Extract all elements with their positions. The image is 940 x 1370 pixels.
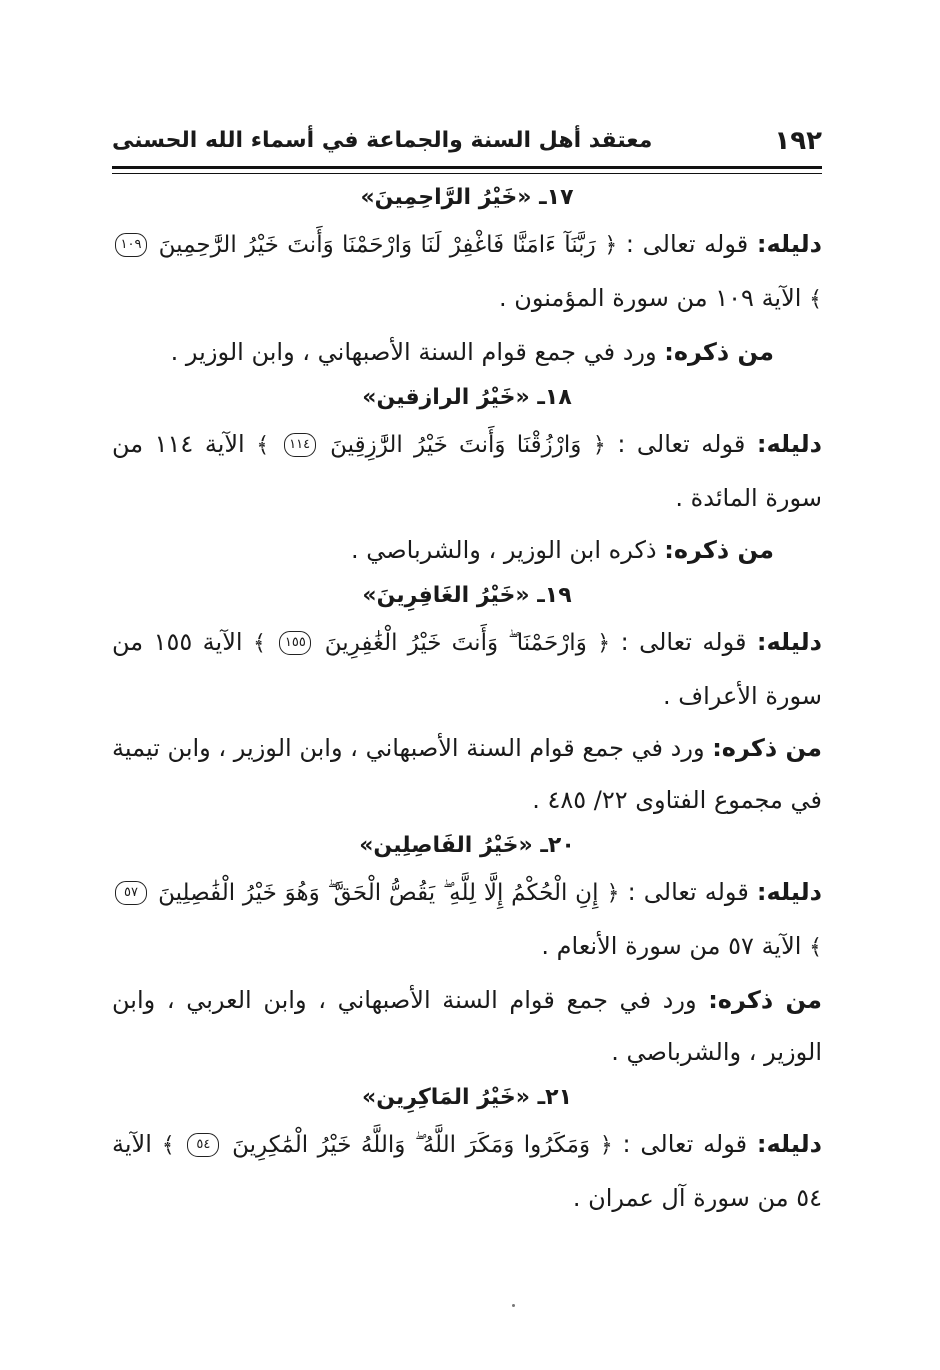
- close-ornament: ﴾: [809, 935, 822, 960]
- mentioned-paragraph: [112, 974, 822, 1078]
- mentioned-paragraph: [112, 524, 822, 576]
- mentioned-label: من ذكره:: [664, 338, 774, 366]
- close-ornament: ﴾: [256, 433, 270, 458]
- evidence-label: دليله:: [756, 878, 822, 906]
- section-title: ١٩ـ «خَيْرُ الغَافِرِينَ»: [362, 583, 572, 608]
- verse-reference: الآية ١٥٥ من سورة الأعراف .: [112, 628, 822, 710]
- ayah-number-marker: ٥٤: [187, 1133, 219, 1157]
- ayah-number-marker: ٥٧: [115, 881, 147, 905]
- mentioned-text: ورد في جمع قوام السنة الأصبهاني ، وابن الوزير .: [170, 338, 657, 366]
- close-ornament: ﴾: [253, 631, 266, 656]
- mentioned-text: ورد في جمع قوام السنة الأصبهاني ، وابن العربي ، وابن الوزير ، والشرباصي .: [112, 986, 822, 1066]
- evidence-label: دليله:: [756, 1130, 822, 1158]
- quran-verse: وَارْحَمْنَا ۖ وَأَنتَ خَيْرُ الْغَٰفِرِينَ: [324, 630, 587, 656]
- evidence-paragraph: [112, 616, 822, 722]
- quote-intro: قوله تعالى :: [617, 430, 746, 458]
- ayah-number-marker: ١٥٥: [279, 631, 311, 655]
- close-ornament: ﴾: [809, 287, 822, 312]
- section-title: ٢٠ـ «خَيْرُ الفَاصِلِين»: [359, 833, 575, 858]
- evidence-paragraph: [112, 218, 822, 326]
- open-ornament: ﴿: [599, 1133, 613, 1158]
- open-ornament: ﴿: [597, 631, 611, 656]
- verse-reference: الآية ٥٧ من سورة الأنعام .: [541, 932, 802, 960]
- mentioned-text: ذكره ابن الوزير ، والشرباصي .: [351, 536, 657, 564]
- page-number: ١٩٢: [774, 126, 822, 156]
- evidence-paragraph: [112, 1118, 822, 1224]
- section-19: [112, 576, 822, 826]
- evidence-label: دليله:: [756, 230, 822, 258]
- quran-verse: وَارْزُقْنَا وَأَنتَ خَيْرُ الرَّٰزِقِينَ: [330, 432, 582, 458]
- quran-verse: إِنِ الْحُكْمُ إِلَّا لِلَّهِ ۖ يَقُصُّ الْحَقَّ ۖ وَهُوَ خَيْرُ الْفَٰصِلِينَ: [158, 880, 599, 906]
- quote-intro: قوله تعالى :: [627, 878, 749, 906]
- header-rule-thick: [112, 166, 822, 169]
- section-18: [112, 378, 822, 576]
- evidence-label: دليله:: [756, 628, 822, 656]
- header-rule-thin: [112, 173, 822, 174]
- mentioned-label: من ذكره:: [664, 536, 774, 564]
- section-title: ١٧ـ «خَيْرُ الرَّاحِمِينَ»: [360, 185, 574, 210]
- section-20: [112, 826, 822, 1078]
- ayah-number-marker: ١٠٩: [115, 233, 147, 257]
- mentioned-label: من ذكره:: [708, 986, 822, 1014]
- running-title: معتقد أهل السنة والجماعة في أسماء الله الحسنى: [112, 128, 653, 153]
- quran-verse: وَمَكَرُوا وَمَكَرَ اللَّهُ ۖ وَاللَّهُ خَيْرُ الْمَٰكِرِينَ: [232, 1132, 591, 1158]
- close-ornament: ﴾: [161, 1133, 175, 1158]
- evidence-paragraph: [112, 866, 822, 974]
- section-21: [112, 1078, 822, 1224]
- open-ornament: ﴿: [604, 233, 618, 258]
- page-content: [112, 178, 822, 1224]
- evidence-paragraph: [112, 418, 822, 524]
- section-title: ١٨ـ «خَيْرُ الرازقين»: [362, 385, 572, 410]
- open-ornament: ﴿: [606, 881, 620, 906]
- mentioned-paragraph: [112, 326, 822, 378]
- quran-verse: رَبَّنَآ ءَامَنَّا فَاغْفِرْ لَنَا وَارْحَمْنَا وَأَنتَ خَيْرُ الرَّٰحِمِينَ: [158, 232, 596, 258]
- verse-reference: الآية ١١٤ من سورة المائدة .: [112, 430, 822, 512]
- mentioned-label: من ذكره:: [712, 734, 822, 762]
- page-header: [112, 120, 822, 160]
- evidence-label: دليله:: [756, 430, 822, 458]
- scan-speck: [512, 1304, 515, 1307]
- section-17: [112, 178, 822, 378]
- ayah-number-marker: ١١٤: [284, 433, 316, 457]
- mentioned-paragraph: [112, 722, 822, 826]
- mentioned-text: ورد في جمع قوام السنة الأصبهاني ، وابن الوزير ، وابن تيمية في مجموع الفتاوى ٢٢/ ٤٨٥ .: [112, 734, 822, 814]
- quote-intro: قوله تعالى :: [620, 628, 747, 656]
- open-ornament: ﴿: [592, 433, 606, 458]
- verse-reference: الآية ٥٤ من سورة آل عمران .: [112, 1130, 822, 1212]
- section-title: ٢١ـ «خَيْرُ المَاكِرِين»: [362, 1085, 572, 1110]
- verse-reference: الآية ١٠٩ من سورة المؤمنون .: [498, 284, 802, 312]
- quote-intro: قوله تعالى :: [625, 230, 749, 258]
- quote-intro: قوله تعالى :: [622, 1130, 748, 1158]
